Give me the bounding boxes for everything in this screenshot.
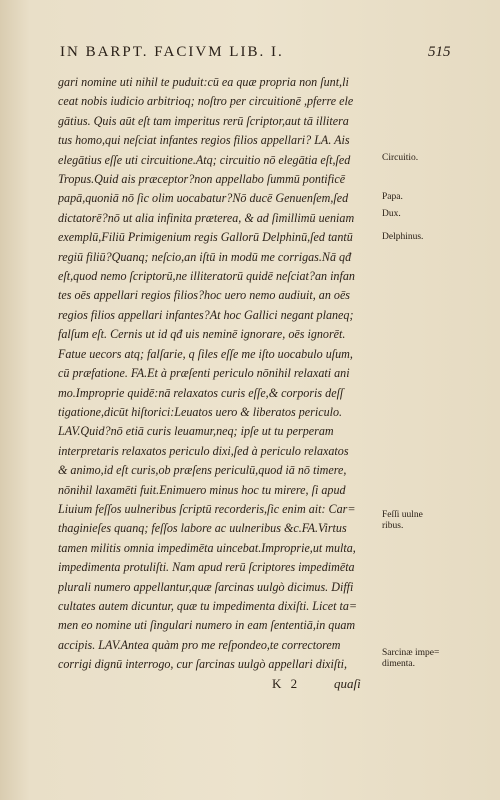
text-line: tus homo,qui neſciat infantes regios filios appellari? LA. Ais — [58, 133, 350, 148]
text-line: Tropus.Quid ais præceptor?non appellabo ſummū pontificē — [58, 172, 346, 187]
text-line: dictatorē?nō ut alia infinita præterea, & ad ſimillimū ueniam — [58, 210, 355, 225]
text-line: interpretaris relaxatos periculo dixi,ſed à periculo relaxatos — [58, 443, 349, 458]
text-line: tamen militis omnia impedimēta uincebat.Improprie,ut multa, — [58, 540, 356, 555]
text-line: papā,quoniā nō ſic olim uocabatur?Nō ducē Genuenſem,ſed — [58, 191, 349, 206]
text-line: nōnihil laxamēti fuit.Enimuero minus hoc tu mirere, ſi apud — [58, 482, 346, 497]
text-line: plurali numero appellantur,quæ ſarcinas uulgò dicimus. Diffi — [58, 579, 354, 594]
text-line: tigatione,dicūt hiſtorici:Leuatos uero & liberatos periculo. — [58, 404, 343, 419]
text-line: regios filios appellari infantes?At hoc Gallici negant planeq; — [58, 307, 354, 322]
text-line: LAV.Quid?nō etiā curis leuamur,neq; ipſe ut tu perperam — [58, 424, 334, 439]
page-number: 515 — [428, 44, 451, 60]
page-footer — [58, 676, 376, 694]
text-line: regiū filiū?Quanq; neſcio,an iſtū in modū me corrigas.Nā qđ — [58, 249, 352, 264]
text-line: Liuium feſſos uulneribus ſcriptū recorderis,ſic enim ait: Car= — [58, 501, 356, 516]
text-line: thaginieſes quanq; feſſos labore ac uulneribus &c.FA.Virtus — [58, 521, 347, 536]
text-line: accipis. LAV.Antea quàm pro me reſpondeo,te correctorem — [58, 637, 341, 652]
signature-mark: K 2 — [272, 676, 301, 691]
text-line: & animo,id eſt curis,ob præſens periculū,quod iā nō timere, — [58, 463, 347, 478]
margin-note-delphinus: Delphinus. — [382, 232, 424, 242]
catchword: quaſi — [334, 676, 361, 691]
text-line: mo.Improprie quidē:nā relaxatos curis eſſe,& corporis deſſ — [58, 385, 344, 400]
text-line: corrigi dignū interrogo, cur ſarcinas uulgò appellari dixiſti, — [58, 657, 348, 672]
text-line: exemplū,Filiū Primigenium regis Gallorū Delphinū,ſed tantū — [58, 230, 353, 245]
text-line: cultates autem dicuntur, quæ tu impedimenta dixiſti. Licet ta= — [58, 598, 358, 613]
margin-note-circuitio: Circuitio. — [382, 153, 419, 163]
main-text-block — [58, 73, 376, 675]
text-line: gātius. Quis aūt eſt tam imperitus rerū ſcriptor,aut tā illitera — [58, 113, 349, 128]
running-title: IN BARPT. FACIVM LIB. I. — [60, 44, 284, 60]
text-line: elegātius eſſe uti circuitione.Atq; circuitio nō elegātia eſt,ſed — [58, 152, 351, 167]
text-line: gari nomine uti nihil te puduit:cū ea quæ propria non ſunt,li — [58, 75, 349, 89]
margin-note-fessi: Feſſi uulne ribus. — [382, 510, 423, 531]
text-line: Fatue uecors atq; falſarie, q ſiles eſſe me iſto uocabulo uſum, — [58, 346, 353, 361]
text-line: ceat nobis iudicio arbitrioq; noſtro per circuitionē ,pferre ele — [58, 94, 354, 109]
text-line: eſt,quod nemo ſcriptorū,ne illiteratorū quidē neſciat?an infan — [58, 269, 355, 284]
text-line: falſum eſt. Cernis ut id qđ uis neminē ignorare, oēs ignorēt. — [58, 327, 346, 342]
margin-note-papa: Papa. — [382, 192, 403, 202]
margin-note-dux: Dux. — [382, 209, 401, 219]
text-line: tes oēs appellari regios filios?hoc uero nemo audiuit, an oēs — [58, 288, 351, 303]
margin-note-sarcinae: Sarcinæ impe= dimenta. — [382, 648, 440, 669]
text-line: men eo nomine uti ſingulari numero in eam ſententiā,in quam — [58, 618, 356, 633]
text-line: impedimenta protuliſti. Nam apud rerū ſcriptores impedimēta — [58, 560, 355, 575]
text-line: cū præfatione. FA.Et à præſenti periculo nōnihil relaxati ani — [58, 366, 350, 381]
